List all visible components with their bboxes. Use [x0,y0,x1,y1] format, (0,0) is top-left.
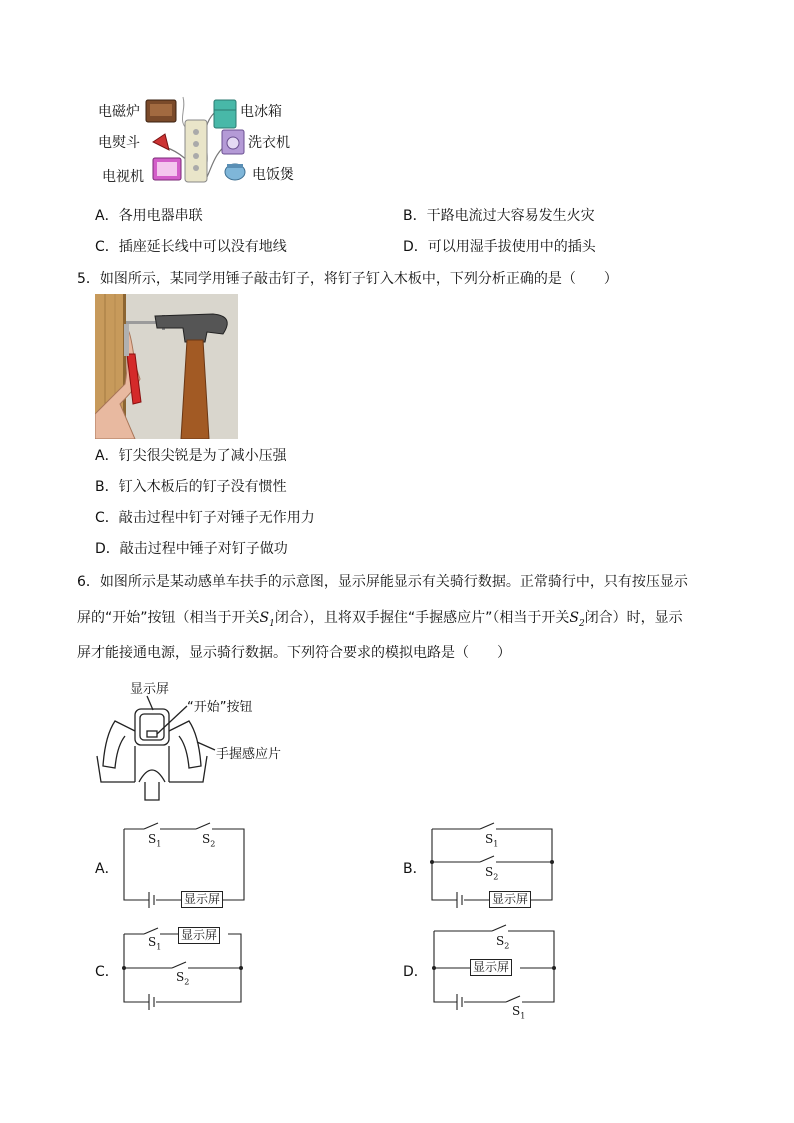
appliance-figure [95,92,310,192]
label-induction: 电磁炉 [98,104,140,120]
q5-option-d-text: 敲击过程中锤子对钉子做功 [119,541,288,557]
q4-option-b-text: 干路电流过大容易发生火灾 [426,208,595,224]
circuit-a-s2: $S_2$ [202,832,216,849]
appliance-illustration [95,92,310,192]
q4-option-d-text: 可以用湿手拔使用中的插头 [427,239,596,255]
q5-option-b[interactable] [95,478,287,496]
q4-option-b[interactable] [403,207,595,225]
q5-option-d[interactable] [95,540,288,558]
q5-stem: 5．如图所示，某同学用锤子敲击钉子，将钉子钉入木板中，下列分析正确的是（ ） [77,271,618,287]
q6-stem-line2 [77,609,683,633]
label-washer: 洗衣机 [248,135,290,151]
q6-stem-line2c: 闭合）时，显示 [584,610,683,626]
q6-option-d-letter[interactable]: D． [403,964,428,980]
circuit-d-s2: $S_2$ [496,934,510,951]
q4-option-c[interactable] [95,238,287,256]
circuit-a [120,820,250,915]
circuit-b-s2: $S_2$ [485,865,499,882]
q6-option-a-letter[interactable]: A． [95,861,119,877]
q6-option-b-letter[interactable]: B． [403,861,427,877]
q4-option-a-letter: A． [95,208,119,224]
q4-option-a-text: 各用电器串联 [118,208,203,224]
circuit-d-screen: 显示屏 [470,959,512,976]
label-iron: 电熨斗 [98,135,140,151]
label-sensor: 手握感应片 [216,747,282,762]
s2-symbol [569,610,585,629]
hammer-nail-photo [95,294,238,439]
s2-sub: 2 [578,618,585,629]
circuit-a-s1: $S_1$ [148,832,162,849]
q6-option-c-letter[interactable]: C． [95,964,119,980]
q5-option-a-text: 钉尖很尖锐是为了减小压强 [118,448,287,464]
label-screen: 显示屏 [130,682,170,697]
q6-stem-line3: 屏才能接通电源，显示骑行数据。下列符合要求的模拟电路是（ ） [77,645,511,661]
circuit-b-screen: 显示屏 [489,891,531,908]
label-tv: 电视机 [102,169,144,185]
circuit-a-screen: 显示屏 [181,891,223,908]
circuit-c [120,922,250,1017]
q4-option-a[interactable] [95,207,203,225]
circuit-b-s1: $S_1$ [485,832,499,849]
s2-letter: S [569,610,579,626]
q6-stem-line2b: 闭合），且将双手握住“手握感应片”（相当于开关 [274,610,570,626]
q5-option-a-letter: A． [95,448,119,464]
s1-symbol [259,610,275,629]
q5-option-d-letter: D． [95,541,120,557]
q5-option-c-text: 敲击过程中钉子对锤子无作用力 [118,510,315,526]
q5-option-a[interactable] [95,447,287,465]
handlebar-drawing [95,676,305,806]
circuit-c-s2: $S_2$ [176,970,190,987]
q4-option-c-letter: C． [95,239,119,255]
q5-option-b-letter: B． [95,479,119,495]
q6-stem-line2a: 屏的“开始”按钮（相当于开关 [77,610,260,626]
q6-stem-line1: 6．如图所示是某动感单车扶手的示意图，显示屏能显示有关骑行数据。正常骑行中，只有按压显示 [77,574,688,590]
circuit-c-screen: 显示屏 [178,927,220,944]
q4-option-d[interactable] [403,238,596,256]
q4-option-d-letter: D． [403,239,428,255]
label-fridge: 电冰箱 [240,104,282,120]
circuit-c-s1: $S_1$ [148,935,162,952]
circuit-d [428,922,558,1021]
label-start-button: “开始”按钮 [187,700,253,715]
s1-sub: 1 [269,618,275,629]
circuit-b [428,820,558,915]
q4-option-c-text: 插座延长线中可以没有地线 [118,239,287,255]
q5-option-c[interactable] [95,509,315,527]
q4-option-b-letter: B． [403,208,427,224]
label-ricecooker: 电饭煲 [252,167,294,183]
handlebar-diagram [95,676,305,806]
circuit-d-s1: $S_1$ [512,1004,526,1021]
q5-option-c-letter: C． [95,510,119,526]
hammer-nail-illustration [95,294,238,439]
s1-letter: S [259,610,270,626]
q5-option-b-text: 钉入木板后的钉子没有惯性 [118,479,287,495]
